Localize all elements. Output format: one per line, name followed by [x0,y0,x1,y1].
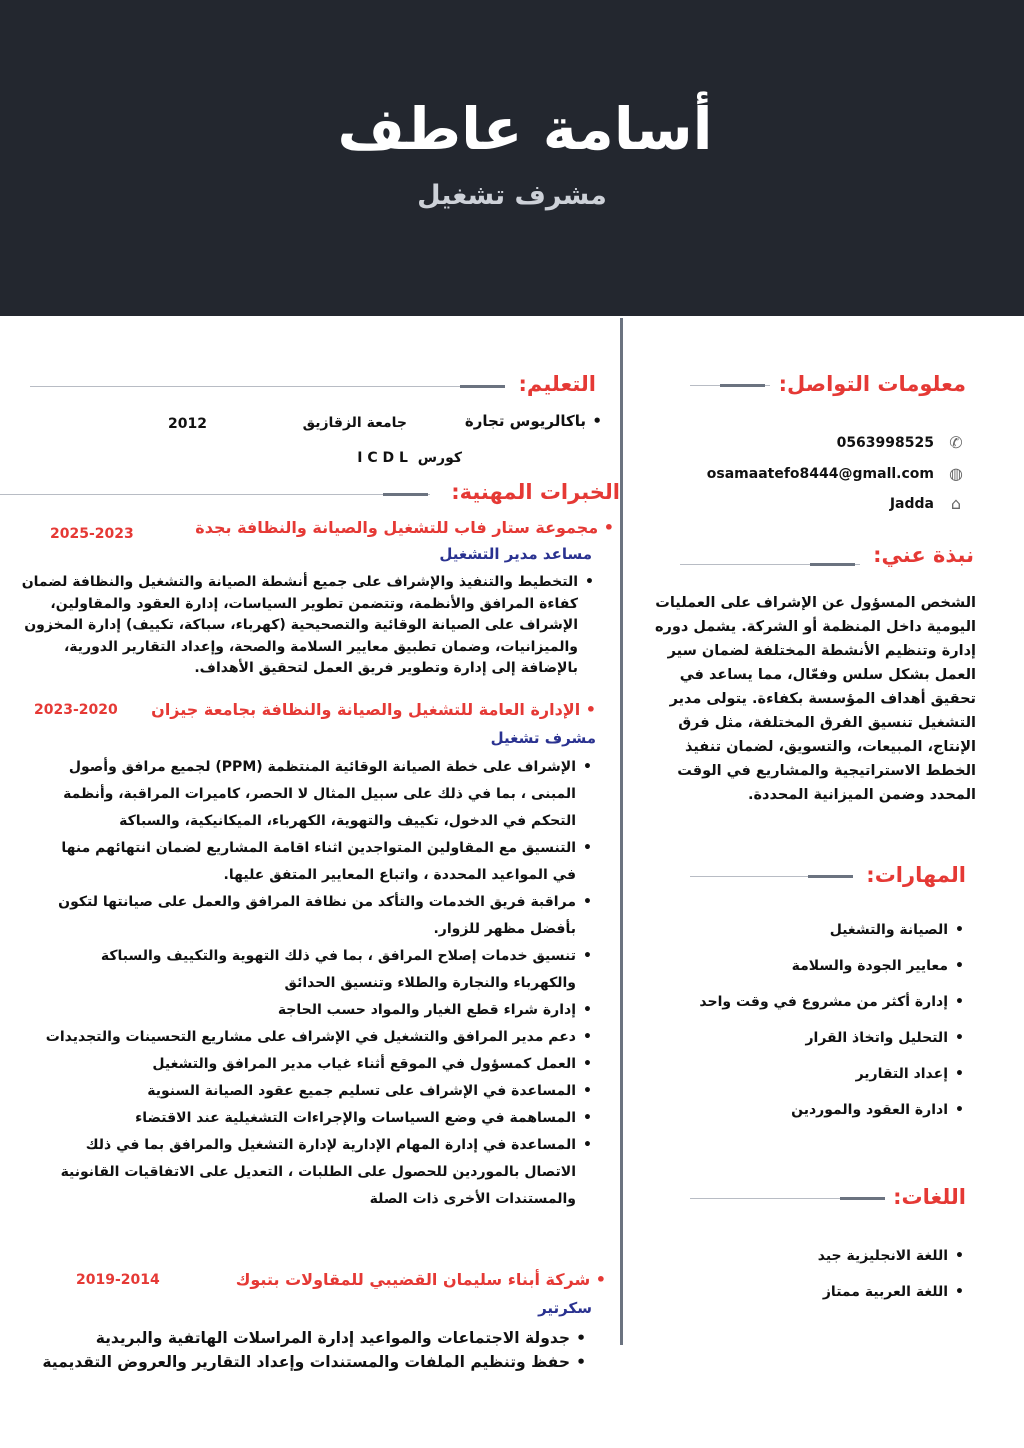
divider-accent [460,385,505,388]
job-point: • جدولة الاجتماعات والمواعيد إدارة المراسلات الهاتفية والبريدية [28,1326,588,1350]
university: جامعة الزقازيق [302,415,407,431]
job-point: • العمل كمسؤول في الموقع أثناء غياب مدير المرافق والتشغيل [34,1051,594,1078]
skills-heading: المهارات: [866,863,966,887]
education-year: 2012 [168,416,207,432]
job-company: • مجموعة ستار فاب للتشغيل والصيانة والنظافة بجدة [195,518,614,537]
job-point: • المساعدة في إدارة المهام الإدارية لإدارة التشغيل والمرافق بما في ذلك الاتصال بالموردين للحصول على الطلبات ، التعديل على الاتفاقيات القانونية والمستندات الأخرى ذات الصلة [34,1132,594,1213]
job-point: • إدارة شراء قطع الغيار والمواد حسب الحاجة [34,997,594,1024]
skill-item: • التحليل واتخاذ القرار [646,1030,966,1046]
job-points [28,1326,588,1374]
job-dates: 2023-2020 [34,702,118,718]
contact-heading: معلومات التواصل: [778,372,966,396]
job-point: • تنسيق خدمات إصلاح المرافق ، بما في ذلك التهوية والتكييف والسباكة والكهرباء والنجارة والطلاء وتنسيق الحدائق [34,943,594,997]
phone-icon: ✆ [949,433,963,452]
skill-item: • ادارة العقود والموردين [646,1102,966,1118]
column-divider [620,318,623,1345]
skill-item: • الصيانة والتشغيل [646,922,966,938]
job-point: • مراقبة فريق الخدمات والتأكد من نظافة المرافق والعمل على صيانتها لتكون بأفضل مظهر للزوار. [34,889,594,943]
globe-icon: ◍ [949,464,963,483]
skill-item: • معايير الجودة والسلامة [646,958,966,974]
job-dates: 2019-2014 [76,1272,160,1288]
job-company: • الإدارة العامة للتشغيل والصيانة والنظافة بجامعة جيزان [151,700,596,719]
job-company: • شركة أبناء سليمان القضيبي للمقاولات بتبوك [235,1270,606,1289]
degree: • باكالريوس تجارة [404,412,604,430]
language-item: • اللغة الانجليزية جيد [666,1248,966,1264]
divider-accent [810,563,855,566]
divider-accent [720,384,765,387]
experience-heading: الخبرات المهنية: [451,480,620,504]
job-point: • الإشراف على خطة الصيانة الوقائية المنتظمة (PPM) لجميع مرافق وأصول المبنى ، بما في ذلك على سبيل المثال لا الحصر، كاميرات المراقبة، وأنظمة التحكم في الدخول، تكييف والتهوية، الكهرباء، الميكانيكية، والسباكة [34,754,594,835]
about-heading: نبذة عني: [873,543,974,567]
divider-accent [840,1197,885,1200]
divider [0,494,430,495]
languages-heading: اللغات: [893,1185,966,1209]
divider-accent [383,493,428,496]
email-link[interactable]: osamaatefo8444@gmall.com [706,466,934,482]
skill-item: • إعداد التقارير [646,1066,966,1082]
course: كورس I C D L [357,450,462,466]
job-point: • التخطيط والتنفيذ والإشراف على جميع أنشطة الصيانة والتشغيل والنظافة لضمان كفاءة المرافق والأنظمة، وتتضمن تطوير السياسات، إدارة العقود والمقاولين، الإشراف على الصيانة الوقائية والتصحيحية (كهرباء، سباكة، تكييف) إدارة المخزون والميزانيات، وضمان تطبيق معايير السلامة والصحة، وإعداد التقارير الدورية، بالإضافة إلى إدارة وتطوير فريق العمل لتحقيق الأهداف. [6,572,596,680]
job-role: سكرتير [538,1299,592,1317]
language-item: • اللغة العربية ممتاز [666,1284,966,1300]
job-point: • المساهمة في وضع السياسات والإجراءات التشغيلية عند الاقتضاء [34,1105,594,1132]
header-banner [0,0,1024,316]
skills-list [646,922,966,1118]
company-name: الإدارة العامة للتشغيل والصيانة والنظافة بجامعة جيزان [151,700,581,719]
job-title: مشرف تشغيل [417,180,607,211]
job-point: • التنسيق مع المقاولين المتواجدين اثناء اقامة المشاريع لضمان انتهائهم منها في المواعيد المحددة ، واتباع المعايير المتفق عليها. [34,835,594,889]
company-name: مجموعة ستار فاب للتشغيل والصيانة والنظافة بجدة [195,518,599,537]
job-point: • دعم مدير المرافق والتشغيل في الإشراف على مشاريع التحسينات والتجديدات [34,1024,594,1051]
home-icon: ⌂ [950,494,962,513]
job-points [34,754,594,1213]
divider-accent [808,875,853,878]
company-name: شركة أبناء سليمان القضيبي للمقاولات بتبوك [235,1270,591,1289]
job-point: • المساعدة في الإشراف على تسليم جميع عقود الصيانة السنوية [34,1078,594,1105]
job-points [6,572,596,680]
phone-text: 0563998525 [836,435,934,451]
job-role: مساعد مدير التشغيل [439,545,592,563]
job-dates: 2025-2023 [50,526,134,542]
job-role: مشرف تشغيل [490,729,596,747]
about-text: الشخص المسؤول عن الإشراف على العمليات اليومية داخل المنظمة أو الشركة. يشمل دوره إدارة وتنظيم الأنشطة المختلفة لضمان سير العمل بشكل سلس وفعّال، مما يساعد في تحقيق أهداف المؤسسة بكفاءة. يتولى مدير التشغيل تنسيق الفرق المختلفة، مثل فرق الإنتاج، المبيعات، والتسويق، لضمان تنفيذ الخطط الاستراتيجية والمشاريع في الوقت المحدد وضمن الميزانية المحددة. [654,595,976,803]
divider [30,386,505,387]
education-heading: التعليم: [518,372,596,396]
skill-item: • إدارة أكثر من مشروع في وقت واحد [646,994,966,1010]
candidate-name: أسامة عاطف [337,95,713,163]
job-point: • حفظ وتنظيم الملفات والمستندات وإعداد التقارير والعروض التقديمية [28,1350,588,1374]
location-text: Jadda [889,496,934,512]
languages-list [666,1248,966,1300]
